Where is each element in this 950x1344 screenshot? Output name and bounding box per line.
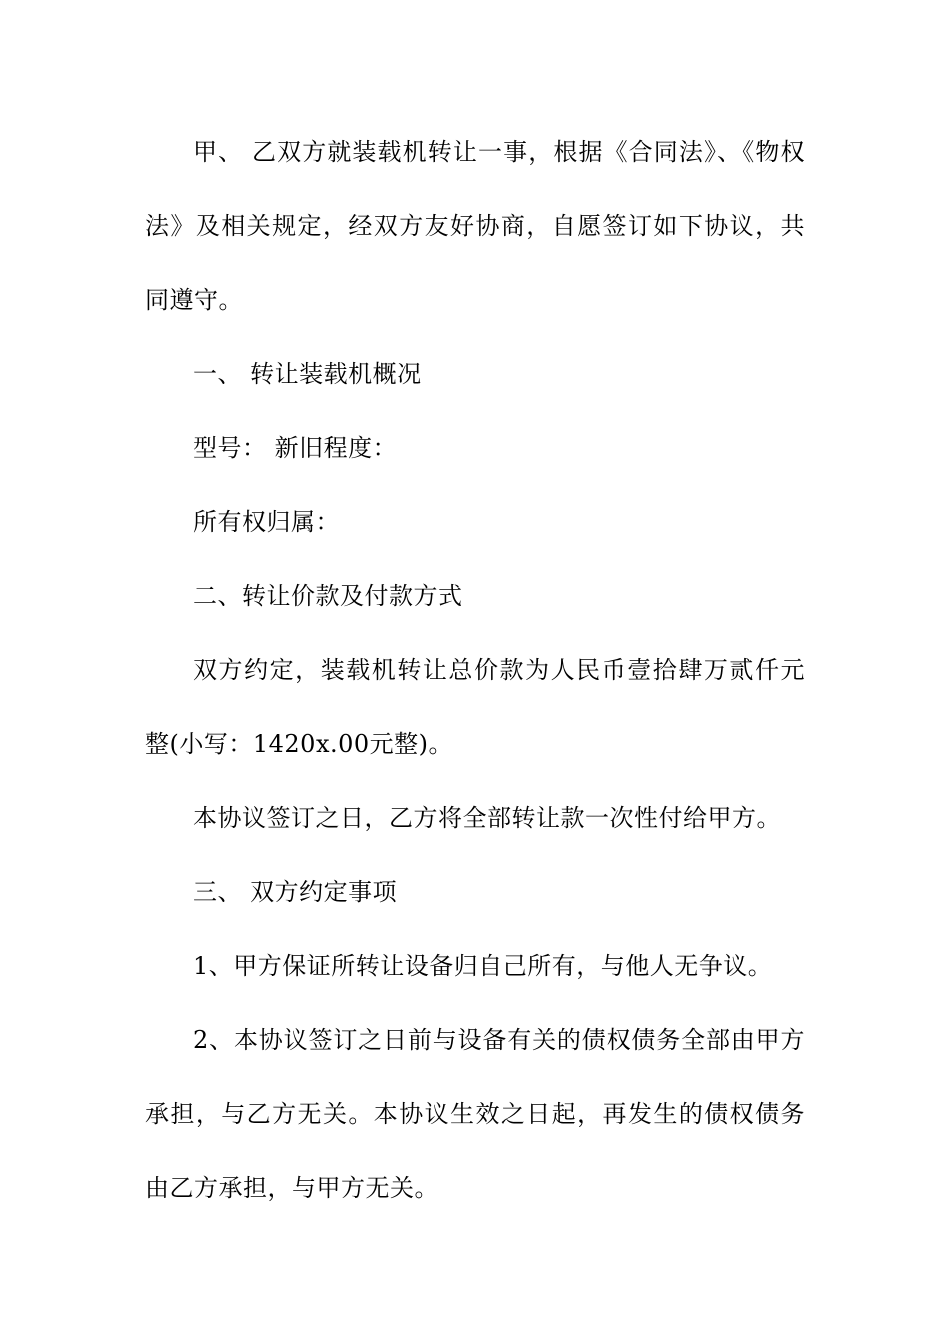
section-heading-1: 一、 转让装载机概况 [193,360,422,388]
document-page [145,115,805,1225]
paragraph-price: 双方约定，装载机转让总价款为人民币壹拾肆万贰仟元整(小写：1420x.00元整)。 [145,656,805,758]
section-heading-2: 二、转让价款及付款方式 [193,582,463,610]
paragraph-intro: 甲、 乙双方就装载机转让一事，根据《合同法》、《物权法》及相关规定，经双方友好协商，自愿签订如下协议，共同遵守。 [145,138,805,314]
clause-2: 2、本协议签订之日前与设备有关的债权债务全部由甲方承担，与乙方无关。本协议生效之日起，再发生的债权债务由乙方承担，与甲方无关。 [145,1026,805,1202]
field-ownership: 所有权归属： [193,508,340,536]
clause-1: 1、甲方保证所转让设备归自己所有，与他人无争议。 [193,952,773,980]
paragraph-payment: 本协议签订之日，乙方将全部转让款一次性付给甲方。 [193,804,781,832]
section-heading-3: 三、 双方约定事项 [193,878,398,906]
field-model-condition: 型号： 新旧程度： [193,434,398,462]
